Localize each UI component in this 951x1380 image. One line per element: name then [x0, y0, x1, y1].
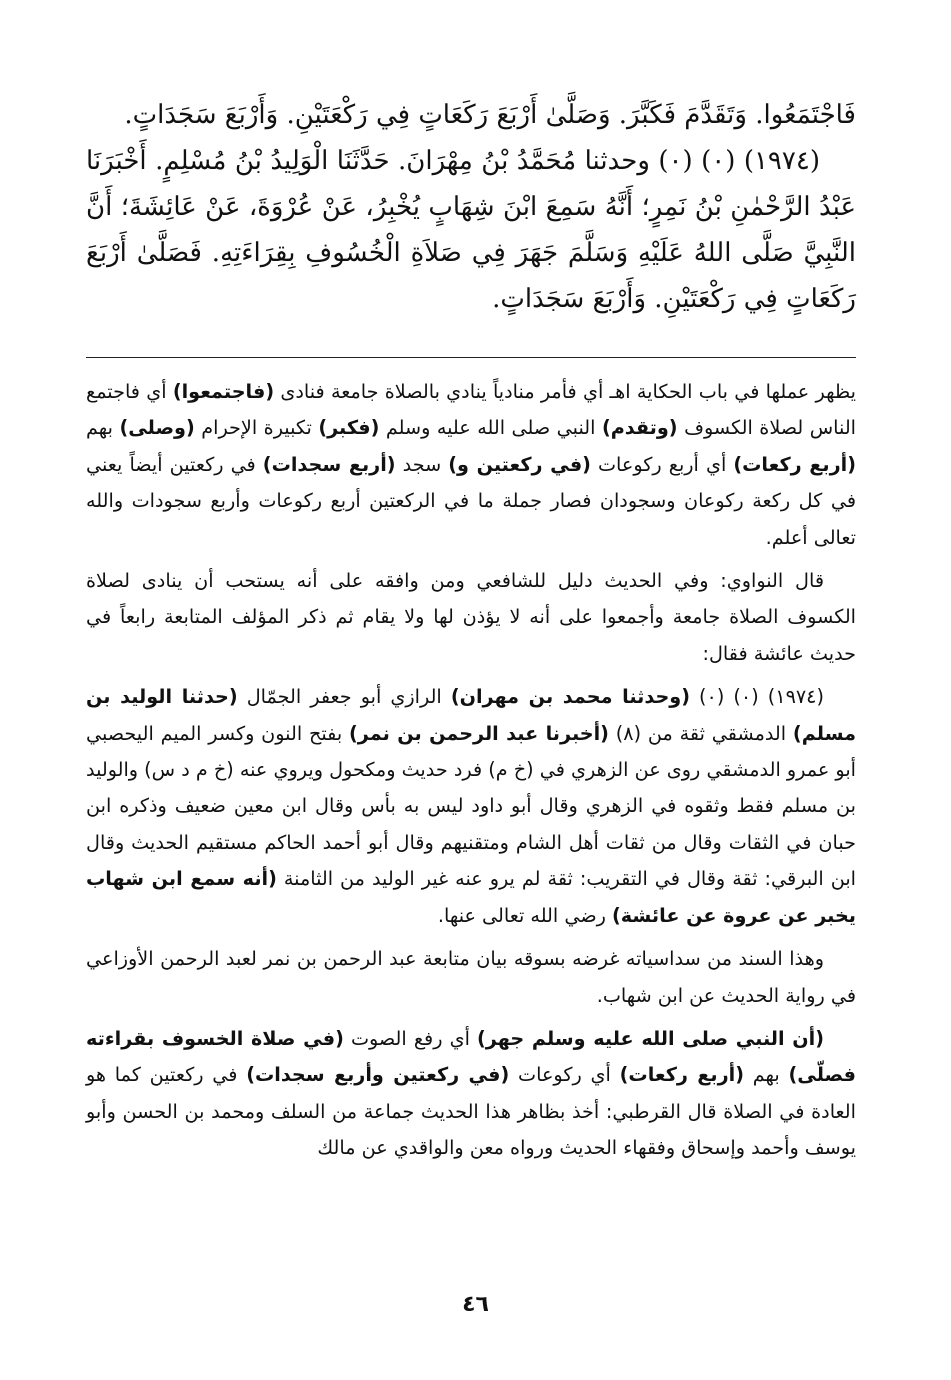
page-number: ٤٦ — [462, 1292, 489, 1317]
commentary-paragraph-5 — [86, 1021, 856, 1167]
commentary-text: (١٩٧٤) (٠) (٠) — [689, 685, 824, 709]
commentary-text: سجد — [395, 452, 449, 476]
hadith-line-continuation: فَاجْتَمَعُوا. وَتَقَدَّمَ فَكَبَّرَ. وَصَلَّىٰ أَرْبَعَ رَكَعَاتٍ فِي رَكْعَتَيْنِ. وَأَرْبَعَ سَجَدَاتٍ. — [124, 100, 856, 130]
hadith-text-block — [86, 92, 856, 322]
commentary-paragraph-3 — [86, 679, 856, 934]
quoted-phrase: (أربع سجدات) — [262, 452, 396, 476]
quoted-phrase: (في ركعتين وأربع سجدات) — [246, 1063, 510, 1087]
quoted-phrase: (في صلاة الخسوف بقراءته فصلّى) — [86, 1026, 856, 1087]
quoted-phrase: (أربع ركعات) — [619, 1063, 744, 1087]
commentary-paragraph-4: وهذا السند من سداسياته غرضه بسوقه بيان متابعة عبد الرحمن بن نمر لعبد الرحمن الأوزاعي في رواية الحديث عن ابن شهاب. — [86, 947, 856, 1007]
quoted-phrase: (أن النبي صلى الله عليه وسلم جهر) — [477, 1026, 824, 1050]
commentary-text: بهم — [744, 1063, 789, 1087]
commentary-block — [86, 374, 856, 1174]
quoted-phrase: (فكبر) — [318, 416, 380, 440]
quoted-phrase: (وصلى) — [119, 416, 195, 440]
commentary-text: أي فاجتمع الناس لصلاة الكسوف — [86, 380, 856, 440]
commentary-text: بفتح النون وكسر الميم اليحصبي أبو عمرو الدمشقي روى عن الزهري في (خ م) فرد حديث ومكحول ويروي عنه (خ م د س) والوليد بن مسلم فقط وثقوه في الزهري وقال أبو داود ليس به بأس وقال ابن معين ضعيف وذكره ابن حبان في الثقات وقال من ثقات أهل الشام ومتقنيهم وقال أبو أحمد الحاكم مستقيم الحديث وقال ابن البرقي: ثقة وقال في التقريب: ثقة لم يرو عنه غير الوليد من الثامنة — [86, 721, 857, 891]
commentary-text: أي رفع الصوت — [343, 1026, 478, 1050]
quoted-phrase: (وحدثنا محمد بن مهران) — [450, 685, 690, 709]
commentary-text: النبي صلى الله عليه وسلم — [379, 416, 602, 440]
commentary-text: أي ركوعات — [509, 1063, 620, 1087]
commentary-paragraph-2: قال النواوي: وفي الحديث دليل للشافعي ومن وافقه على أنه يستحب أن ينادى لصلاة الكسوف الصلاة جامعة وأجمعوا على أنه لا يؤذن لها ولا يقام ثم ذكر المؤلف المتابعة رابعاً في حديث عائشة فقال: — [86, 569, 856, 665]
quoted-phrase: (أربع ركعات) — [733, 452, 856, 476]
quoted-phrase: (فاجتمعوا) — [172, 380, 275, 403]
commentary-text: الدمشقي ثقة من (٨) — [608, 721, 793, 745]
commentary-text: تكبيرة الإحرام — [194, 416, 319, 440]
quoted-phrase: (وتقدم) — [601, 416, 678, 440]
quoted-phrase: (حدثنا الوليد بن مسلم) — [86, 685, 856, 745]
footnote-divider — [86, 357, 856, 358]
quoted-phrase: (أخبرنا عبد الرحمن بن نمر) — [349, 721, 609, 745]
commentary-paragraph-1 — [86, 374, 856, 556]
commentary-text: في ركعتين كما هو العادة في الصلاة قال القرطبي: أخذ بظاهر هذا الحديث جماعة من السلف ومحمد بن الحسن وأبو يوسف وأحمد وإسحاق وفقهاء الحديث ورواه معن والواقدي عن مالك — [86, 1063, 856, 1160]
quoted-phrase: (في ركعتين و) — [448, 452, 591, 476]
commentary-text: يظهر عملها في باب الحكاية اهـ أي فأمر منادياً ينادي بالصلاة جامعة فنادى — [274, 380, 856, 403]
commentary-text: بهم — [86, 416, 120, 440]
commentary-text: الرازي أبو جعفر الجمّال — [237, 685, 451, 709]
quoted-phrase: (أنه سمع ابن شهاب يخبر عن عروة عن عائشة) — [86, 867, 856, 927]
hadith-1974: (١٩٧٤) (٠) (٠) وحدثنا مُحَمَّدُ بْنُ مِهْرَانَ. حَدَّثَنَا الْوَلِيدُ بْنُ مُسْلِمٍ. أَخْبَرَنَا عَبْدُ الرَّحْمٰنِ بْنُ نَمِرٍ؛ أَنَّهُ سَمِعَ ابْنَ شِهَابٍ يُخْبِرُ، عَنْ عُرْوَةَ، عَنْ عَائِشَةَ؛ أَنَّ النَّبِيَّ صَلَّى اللهُ عَلَيْهِ وَسَلَّمَ جَهَرَ فِي صَلاَةِ الْخُسُوفِ بِقِرَاءَتِهِ. فَصَلَّىٰ أَرْبَعَ رَكَعَاتٍ فِي رَكْعَتَيْنِ. وَأَرْبَعَ سَجَدَاتٍ. — [86, 146, 856, 314]
commentary-text: في ركعتين أيضاً يعني في كل ركعة ركوعان وسجودان فصار جملة ما في الركعتين أربع ركوعات وأربع سجودات والله تعالى أعلم. — [86, 452, 856, 549]
commentary-text: أي أربع ركوعات — [590, 452, 734, 476]
commentary-text: رضي الله تعالى عنها. — [437, 903, 612, 927]
